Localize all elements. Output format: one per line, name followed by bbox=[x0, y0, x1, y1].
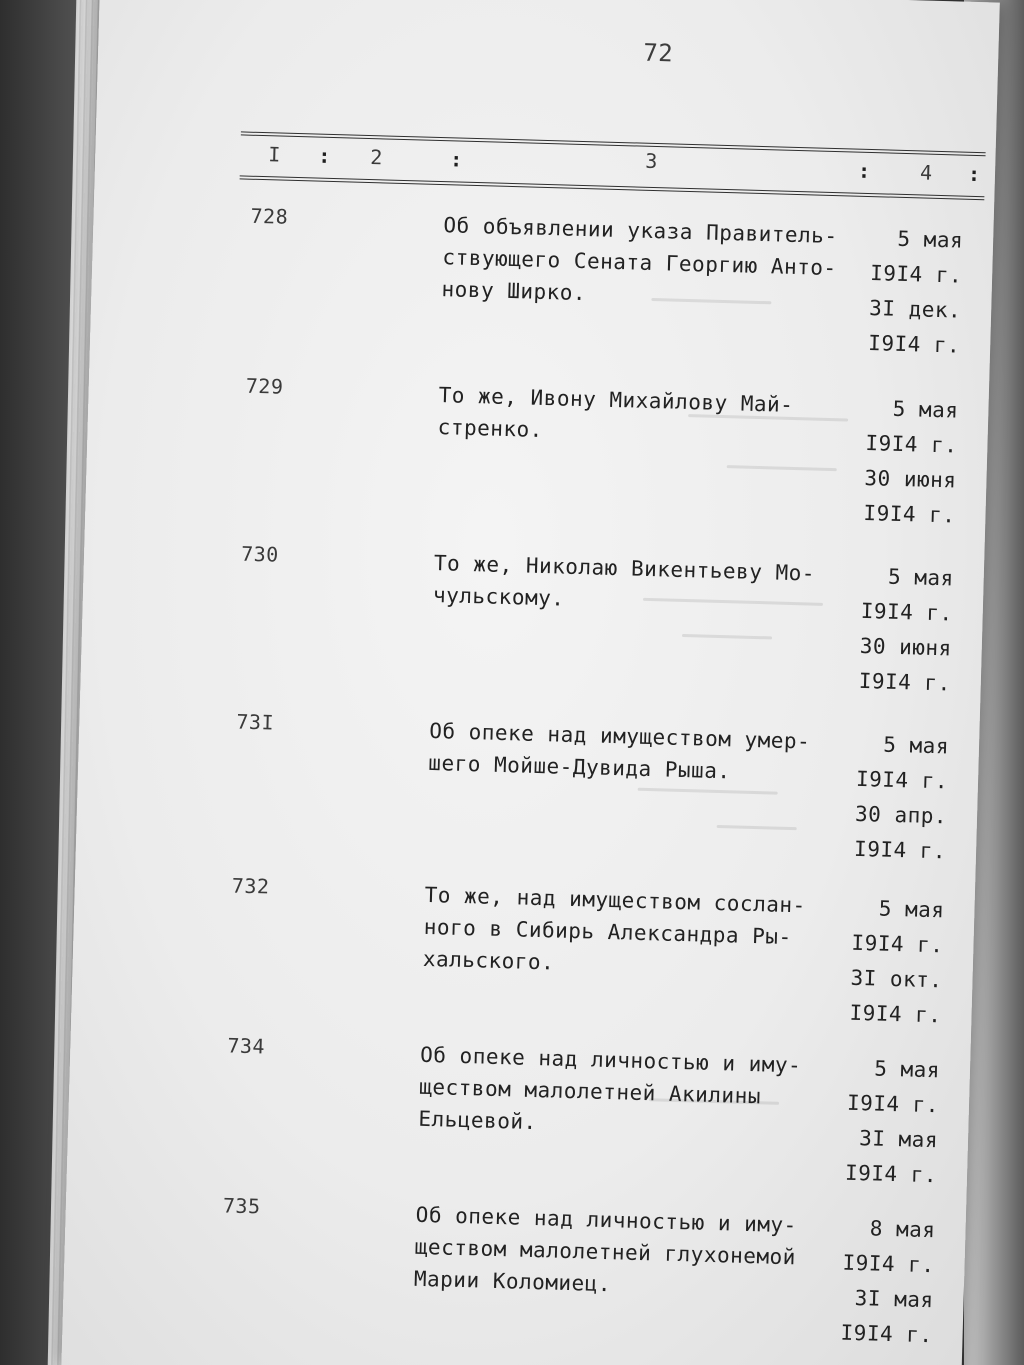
entry-number: 729 bbox=[245, 373, 284, 399]
date-end-year: I9I4 г. bbox=[844, 1160, 938, 1188]
entry-number: 735 bbox=[222, 1193, 261, 1219]
register-entry bbox=[216, 873, 965, 1054]
entry-description: То же, над имуществом сослан- ного в Сибирь Александра Ры- хальского. bbox=[422, 882, 807, 975]
date-end-day: 3I окт. bbox=[850, 965, 943, 993]
date-start-year: I9I4 г. bbox=[865, 430, 958, 458]
date-start-year: I9I4 г. bbox=[869, 261, 963, 288]
date-end-year: I9I4 г. bbox=[863, 500, 956, 528]
date-end-day: 30 апр. bbox=[854, 801, 948, 829]
entry-dates bbox=[831, 890, 945, 1033]
entry-description: Об опеке над личностью и иму- ществом малолетней глухонемой Марии Коломиец. bbox=[413, 1202, 798, 1297]
column-separator: : bbox=[967, 161, 981, 187]
date-start-day: 5 мая bbox=[887, 564, 955, 591]
entry-dates bbox=[850, 221, 964, 364]
register-entry bbox=[234, 203, 983, 384]
entry-number: 728 bbox=[250, 203, 289, 229]
entry-dates bbox=[827, 1050, 941, 1193]
entry-description: То же, Ивону Михайлову Май- стренко. bbox=[437, 383, 794, 442]
entry-number: 73I bbox=[236, 709, 275, 735]
date-end-day: 3I дек. bbox=[868, 296, 962, 323]
entry-description: То же, Николаю Викентьеву Мо- чульскому. bbox=[432, 550, 816, 611]
entry-description: Об опеке над имуществом умер- шего Мойше-Дувида Рыша. bbox=[428, 718, 811, 784]
date-end-year: I9I4 г. bbox=[853, 836, 947, 864]
entry-dates bbox=[822, 1210, 936, 1353]
entry-number: 732 bbox=[231, 873, 270, 899]
date-end-year: I9I4 г. bbox=[849, 1000, 942, 1028]
entry-description: Об опеке над личностью и иму- ществом малолетней Акилины Ельцевой. bbox=[418, 1042, 802, 1135]
column-header-2: 2 bbox=[369, 145, 383, 170]
entry-description: Об объявлении указа Правитель- ствующего Сената Георгию Анто- нову Ширко. bbox=[441, 213, 838, 306]
column-separator: : bbox=[857, 158, 871, 184]
column-header bbox=[240, 131, 986, 200]
date-start-year: I9I4 г. bbox=[855, 766, 949, 794]
date-end-day: 30 июня bbox=[864, 465, 957, 493]
date-start-year: I9I4 г. bbox=[846, 1090, 940, 1118]
column-separator: : bbox=[449, 147, 463, 172]
column-header-1: I bbox=[267, 142, 281, 167]
date-end-year: I9I4 г. bbox=[867, 331, 961, 358]
column-header-4: 4 bbox=[919, 160, 933, 185]
register-entry bbox=[220, 709, 969, 890]
date-start-year: I9I4 г. bbox=[851, 930, 944, 958]
date-end-day: 30 июня bbox=[859, 633, 953, 661]
document-page bbox=[61, 0, 999, 1365]
entry-number: 730 bbox=[240, 541, 280, 567]
entry-dates bbox=[836, 726, 950, 869]
register-entry bbox=[207, 1193, 956, 1365]
column-header-3: 3 bbox=[644, 148, 658, 174]
register-entry bbox=[211, 1033, 960, 1214]
register-entry bbox=[225, 541, 974, 722]
date-start-year: I9I4 г. bbox=[842, 1250, 935, 1278]
date-start-day: 5 мая bbox=[873, 1056, 941, 1083]
entry-number: 734 bbox=[227, 1033, 266, 1059]
date-start-day: 5 мая bbox=[883, 732, 950, 759]
date-end-day: 3I мая bbox=[858, 1126, 939, 1153]
date-start-day: 8 мая bbox=[869, 1216, 936, 1243]
date-end-day: 3I мая bbox=[854, 1286, 934, 1313]
register-entry bbox=[230, 373, 979, 554]
date-start-day: 5 мая bbox=[897, 226, 964, 253]
date-end-year: I9I4 г. bbox=[840, 1320, 933, 1348]
date-start-day: 5 мая bbox=[892, 396, 959, 423]
entry-dates bbox=[845, 391, 959, 534]
date-start-year: I9I4 г. bbox=[860, 598, 954, 626]
entry-dates bbox=[840, 558, 954, 701]
column-separator: : bbox=[317, 143, 331, 168]
date-start-day: 5 мая bbox=[878, 896, 945, 923]
page-number: 72 bbox=[642, 38, 674, 68]
date-end-year: I9I4 г. bbox=[858, 668, 952, 696]
